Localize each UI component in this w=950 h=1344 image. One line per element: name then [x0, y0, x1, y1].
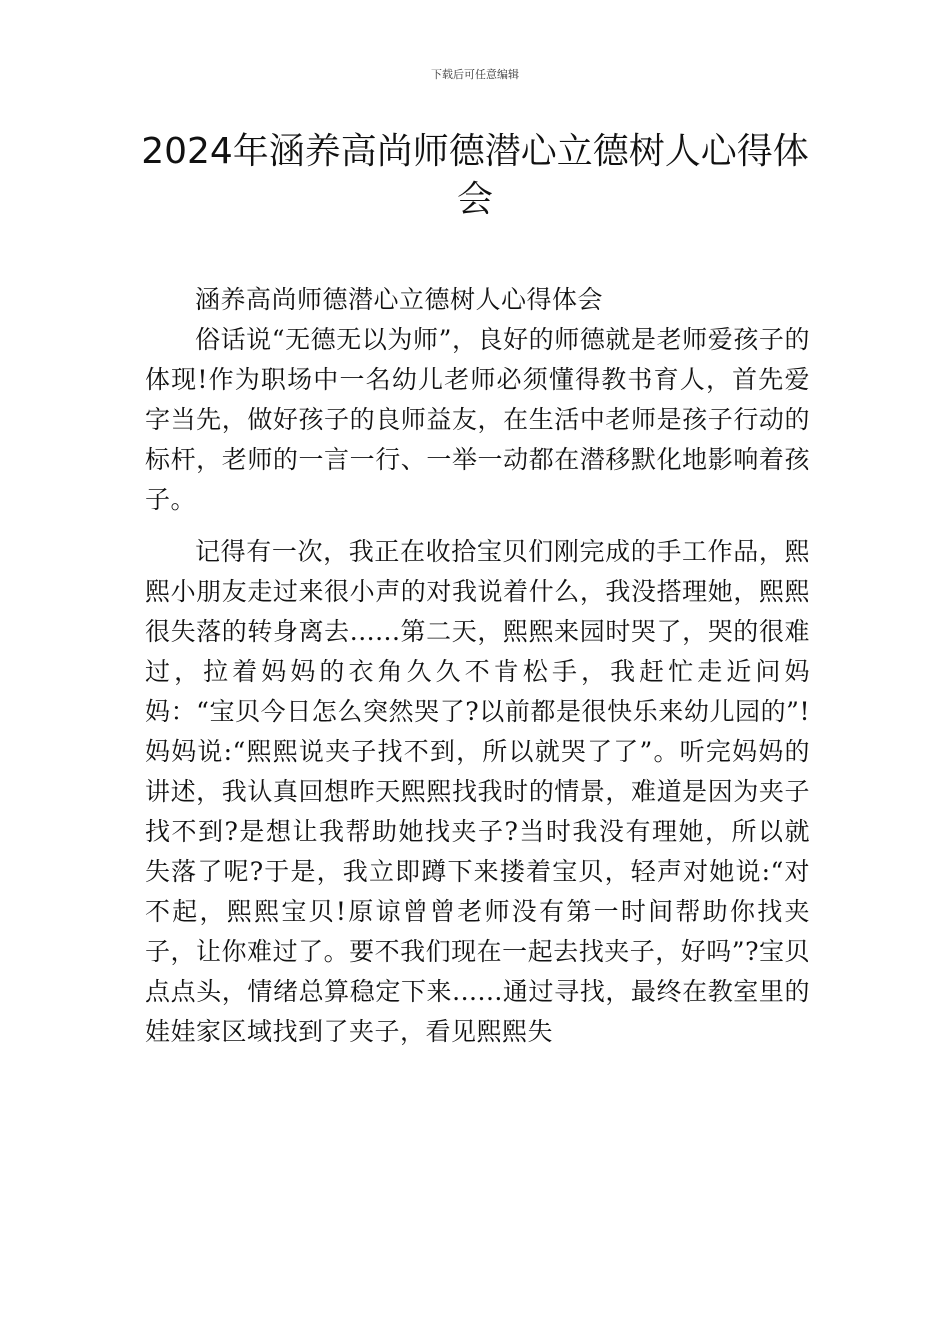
paragraph-subtitle: 涵养高尚师德潜心立德树人心得体会: [195, 285, 604, 314]
document-title: 2024年涵养高尚师德潜心立德树人心得体会: [141, 131, 809, 220]
document-body: [145, 280, 810, 1052]
paragraph-1: 俗话说“无德无以为师”，良好的师德就是老师爱孩子的体现!作为职场中一名幼儿老师必须懂得教书育人，首先爱字当先，做好孩子的良师益友，在生活中老师是孩子行动的标杆，老师的一言一行、一举一动都在潜移默化地影响着孩子。: [145, 325, 810, 514]
header-note: 下载后可任意编辑: [431, 68, 519, 81]
paragraph-2: 记得有一次，我正在收拾宝贝们刚完成的手工作品，熙熙小朋友走过来很小声的对我说着什么，我没搭理她，熙熙很失落的转身离去......第二天，熙熙来园时哭了，哭的很难过，拉着妈妈的衣角久久不肯松手，我赶忙走近问妈妈：“宝贝今日怎么突然哭了?以前都是很快乐来幼儿园的”!妈妈说:“熙熙说夹子找不到，所以就哭了了”。听完妈妈的讲述，我认真回想昨天熙熙找我时的情景，难道是因为夹子找不到?是想让我帮助她找夹子?当时我没有理她，所以就失落了呢?于是，我立即蹲下来搂着宝贝，轻声对她说:“对不起，熙熙宝贝!原谅曾曾老师没有第一时间帮助你找夹子，让你难过了。要不我们现在一起去找夹子，好吗”?宝贝点点头，情绪总算稳定下来......通过寻找，最终在教室里的娃娃家区域找到了夹子，看见熙熙失: [145, 537, 810, 1046]
